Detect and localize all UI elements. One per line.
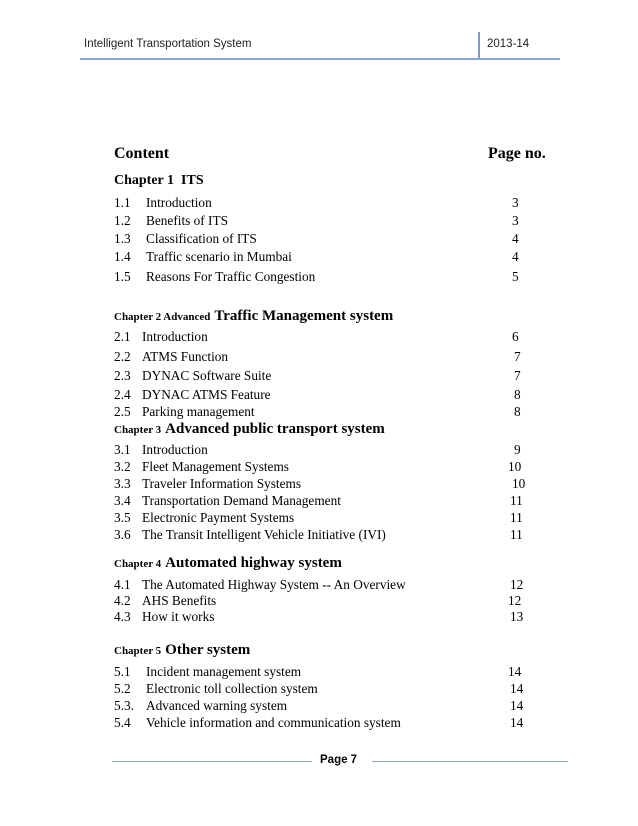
toc-row[interactable] <box>114 403 534 420</box>
row-text: ATMS Function <box>142 349 229 364</box>
row-text: The Transit Intelligent Vehicle Initiative (IVI) <box>142 527 386 542</box>
footer-rule-left <box>112 761 312 762</box>
toc-row[interactable] <box>114 697 534 714</box>
toc-row[interactable] <box>114 212 534 229</box>
row-page: 5 <box>512 269 519 284</box>
row-page: 3 <box>512 195 519 210</box>
row-page: 9 <box>514 442 521 457</box>
row-number: 1.1 <box>114 195 131 210</box>
row-text: Parking management <box>142 404 255 419</box>
row-text: Transportation Demand Management <box>142 493 341 508</box>
row-page: 11 <box>510 510 523 525</box>
toc-row[interactable] <box>114 328 534 345</box>
row-page: 4 <box>512 231 519 246</box>
row-number: 2.2 <box>114 349 131 364</box>
row-page: 11 <box>510 527 523 542</box>
header-divider <box>478 32 480 58</box>
row-number: 5.2 <box>114 681 131 696</box>
row-text: Electronic Payment Systems <box>142 510 295 525</box>
row-number: 1.4 <box>114 249 131 264</box>
row-text: AHS Benefits <box>142 593 217 608</box>
row-text: How it works <box>142 609 215 624</box>
row-text: Incident management system <box>146 664 302 679</box>
toc-row[interactable] <box>114 475 534 492</box>
chapter-heading <box>114 641 250 659</box>
toc-row[interactable] <box>114 509 534 526</box>
row-number: 1.3 <box>114 231 131 246</box>
row-page: 12 <box>508 593 522 608</box>
running-header-year: 2013-14 <box>487 38 530 50</box>
toc-row[interactable] <box>114 492 534 509</box>
row-number: 5.3. <box>114 698 134 713</box>
row-number: 2.1 <box>114 329 131 344</box>
row-page: 8 <box>514 387 521 402</box>
toc-row[interactable] <box>114 608 534 625</box>
toc-page-label: Page no. <box>488 145 546 162</box>
row-page: 4 <box>512 249 519 264</box>
row-number: 2.5 <box>114 404 131 419</box>
row-number: 3.5 <box>114 510 131 525</box>
row-text: Classification of ITS <box>146 231 257 246</box>
toc-row[interactable] <box>114 526 534 543</box>
running-header-title: Intelligent Transportation System <box>84 38 252 50</box>
row-text: Advanced warning system <box>146 698 288 713</box>
chapter-prefix: Chapter 4 <box>114 558 162 570</box>
toc-row[interactable] <box>114 458 534 475</box>
row-number: 3.1 <box>114 442 131 457</box>
row-text: Introduction <box>142 329 208 344</box>
row-text: Vehicle information and communication system <box>146 715 401 730</box>
row-number: 3.3 <box>114 476 131 491</box>
footer-rule-right <box>372 761 568 762</box>
chapter-name: ITS <box>181 173 204 188</box>
chapter-heading <box>114 307 393 325</box>
toc-row[interactable] <box>114 248 534 265</box>
row-page: 14 <box>510 698 524 713</box>
row-page: 10 <box>512 476 526 491</box>
row-number: 4.3 <box>114 609 131 624</box>
row-page: 13 <box>510 609 524 624</box>
page-number: Page 7 <box>320 754 358 766</box>
toc-row[interactable] <box>114 230 534 247</box>
row-text: DYNAC Software Suite <box>142 368 272 383</box>
toc-row[interactable] <box>114 441 534 458</box>
row-number: 2.4 <box>114 387 131 402</box>
chapter-heading <box>114 420 385 438</box>
toc-row[interactable] <box>114 576 534 593</box>
header-rule <box>80 58 560 60</box>
chapter-name: Advanced public transport system <box>165 421 385 437</box>
toc-row[interactable] <box>114 367 534 384</box>
row-text: Introduction <box>142 442 208 457</box>
row-text: Electronic toll collection system <box>146 681 318 696</box>
row-number: 1.5 <box>114 269 131 284</box>
toc-row[interactable] <box>114 592 534 609</box>
row-number: 5.1 <box>114 664 131 679</box>
toc-row[interactable] <box>114 386 534 403</box>
row-number: 1.2 <box>114 213 131 228</box>
row-number: 3.4 <box>114 493 131 508</box>
chapter-heading <box>114 554 342 572</box>
row-number: 2.3 <box>114 368 131 383</box>
row-page: 6 <box>512 329 519 344</box>
chapter-prefix: Chapter 2 Advanced <box>114 311 211 323</box>
row-text: The Automated Highway System -- An Overview <box>142 577 406 592</box>
toc-title: Content <box>114 145 170 162</box>
row-number: 3.2 <box>114 459 131 474</box>
row-number: 4.2 <box>114 593 131 608</box>
row-text: Traveler Information Systems <box>142 476 302 491</box>
row-number: 5.4 <box>114 715 131 730</box>
row-text: Fleet Management Systems <box>142 459 289 474</box>
row-page: 8 <box>514 404 521 419</box>
toc-row[interactable] <box>114 714 534 731</box>
row-page: 12 <box>510 577 524 592</box>
row-text: Traffic scenario in Mumbai <box>146 249 292 264</box>
row-page: 14 <box>510 681 524 696</box>
row-text: Reasons For Traffic Congestion <box>146 269 316 284</box>
chapter-name: Other system <box>165 642 251 658</box>
row-page: 7 <box>514 368 521 383</box>
row-number: 4.1 <box>114 577 131 592</box>
row-page: 3 <box>512 213 519 228</box>
row-page: 11 <box>510 493 523 508</box>
row-page: 7 <box>514 349 521 364</box>
chapter-heading <box>114 173 204 189</box>
toc-row[interactable] <box>114 680 534 697</box>
toc-row[interactable] <box>114 194 534 211</box>
chapter-prefix: Chapter 1 <box>114 173 175 188</box>
row-text: Introduction <box>146 195 212 210</box>
chapter-prefix: Chapter 5 <box>114 645 162 657</box>
toc-row[interactable] <box>114 268 534 285</box>
chapter-prefix: Chapter 3 <box>114 424 162 436</box>
chapter-name: Automated highway system <box>165 555 342 571</box>
row-number: 3.6 <box>114 527 131 542</box>
row-text: Benefits of ITS <box>146 213 228 228</box>
row-page: 14 <box>508 664 522 679</box>
chapter-name: Traffic Management system <box>214 308 394 324</box>
row-page: 14 <box>510 715 524 730</box>
toc-row[interactable] <box>114 663 534 680</box>
row-page: 10 <box>508 459 522 474</box>
row-text: DYNAC ATMS Feature <box>142 387 271 402</box>
toc-row[interactable] <box>114 348 534 365</box>
